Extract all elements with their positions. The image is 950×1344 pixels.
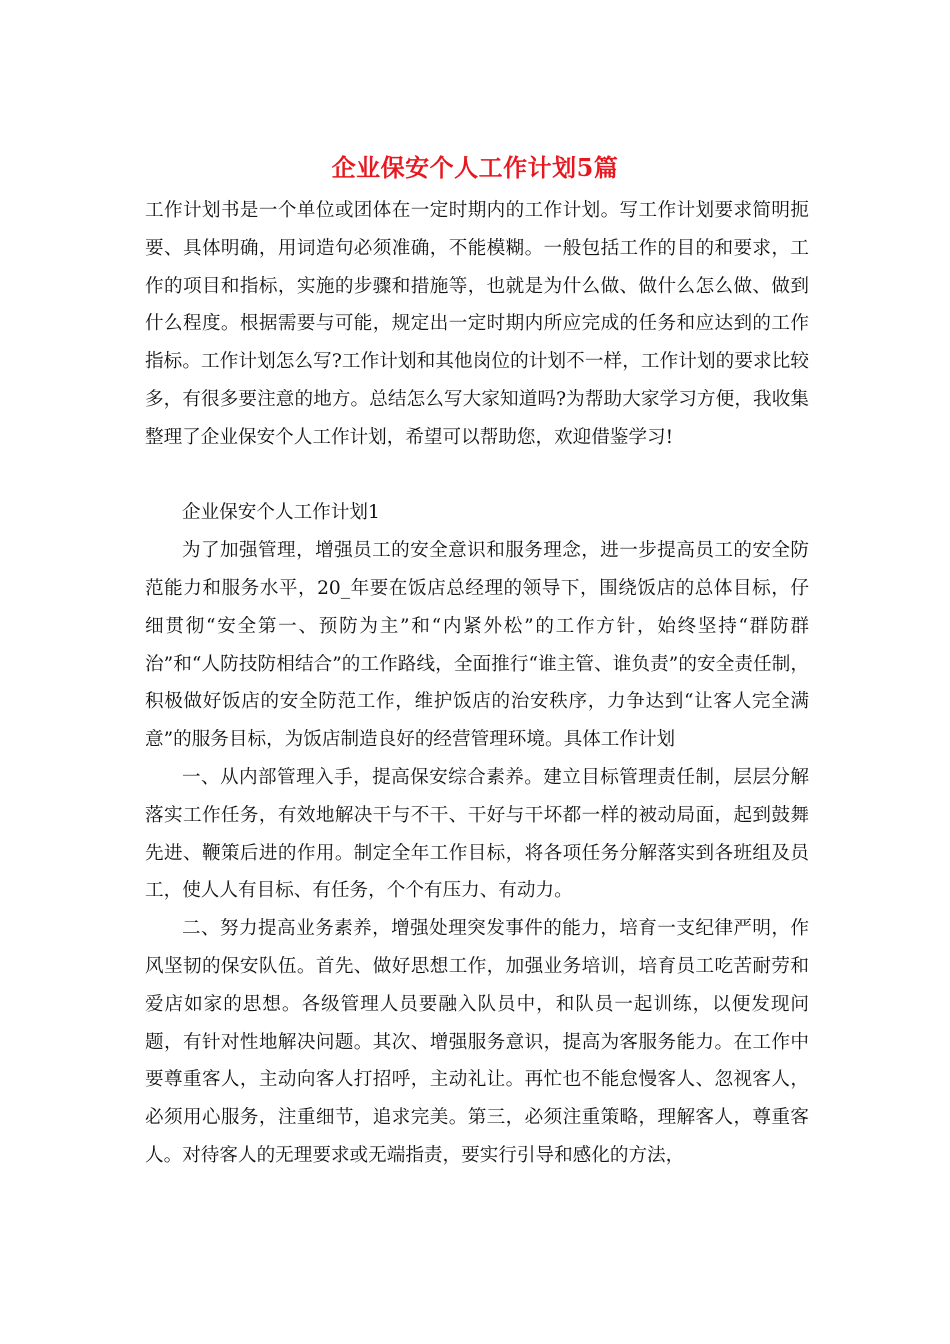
body-paragraph: 二、努力提高业务素养，增强处理突发事件的能力，培育一支纪律严明，作风坚韧的保安队伍。首先、做好思想工作，加强业务培训，培育员工吃苦耐劳和爱店如家的思想。各级管理人员要融入队员中，和队员一起训练，以便发现问题，有针对性地解决问题。其次、增强服务意识，提高为客服务能力。在工作中要尊重客人，主动向客人打招呼，主动礼让。再忙也不能怠慢客人、忽视客人，必须用心服务，注重细节，追求完美。第三，必须注重策略，理解客人，尊重客人。对待客人的无理要求或无端指责，要实行引导和感化的方法， (145, 918, 809, 1166)
body-paragraph: 为了加强管理，增强员工的安全意识和服务理念，进一步提高员工的安全防范能力和服务水平，20_年要在饭店总经理的领导下，围绕饭店的总体目标，仔细贯彻“安全第一、预防为主”和“内紧外松”的工作方针，始终坚持“群防群治”和“人防技防相结合”的工作路线，全面推行“谁主管、谁负责”的安全责任制，积极做好饭店的安全防范工作，维护饭店的治安秩序，力争达到“让客人完全满意”的服务目标，为饭店制造良好的经营管理环境。具体工作计划 (145, 540, 809, 751)
intro-paragraph: 工作计划书是一个单位或团体在一定时期内的工作计划。写工作计划要求简明扼要、具体明确，用词造句必须准确，不能模糊。一般包括工作的目的和要求，工作的项目和指标，实施的步骤和措施等，也就是为什么做、做什么怎么做、做到什么程度。根据需要与可能，规定出一定时期内所应完成的任务和应达到的工作指标。工作计划怎么写?工作计划和其他岗位的计划不一样，工作计划的要求比较多，有很多要注意的地方。总结怎么写大家知道吗?为帮助大家学习方便，我收集整理了企业保安个人工作计划，希望可以帮助您，欢迎借鉴学习! (145, 200, 809, 448)
document-title: 企业保安个人工作计划5篇 (331, 153, 619, 182)
document-body (145, 192, 809, 1175)
section-heading: 企业保安个人工作计划1 (182, 502, 380, 524)
body-paragraph: 一、从内部管理入手，提高保安综合素养。建立目标管理责任制，层层分解落实工作任务，有效地解决干与不干、干好与干坏都一样的被动局面，起到鼓舞先进、鞭策后进的作用。制定全年工作目标，将各项任务分解落实到各班组及员工，使人人有目标、有任务，个个有压力、有动力。 (145, 766, 809, 902)
paragraph-spacer (145, 457, 809, 495)
